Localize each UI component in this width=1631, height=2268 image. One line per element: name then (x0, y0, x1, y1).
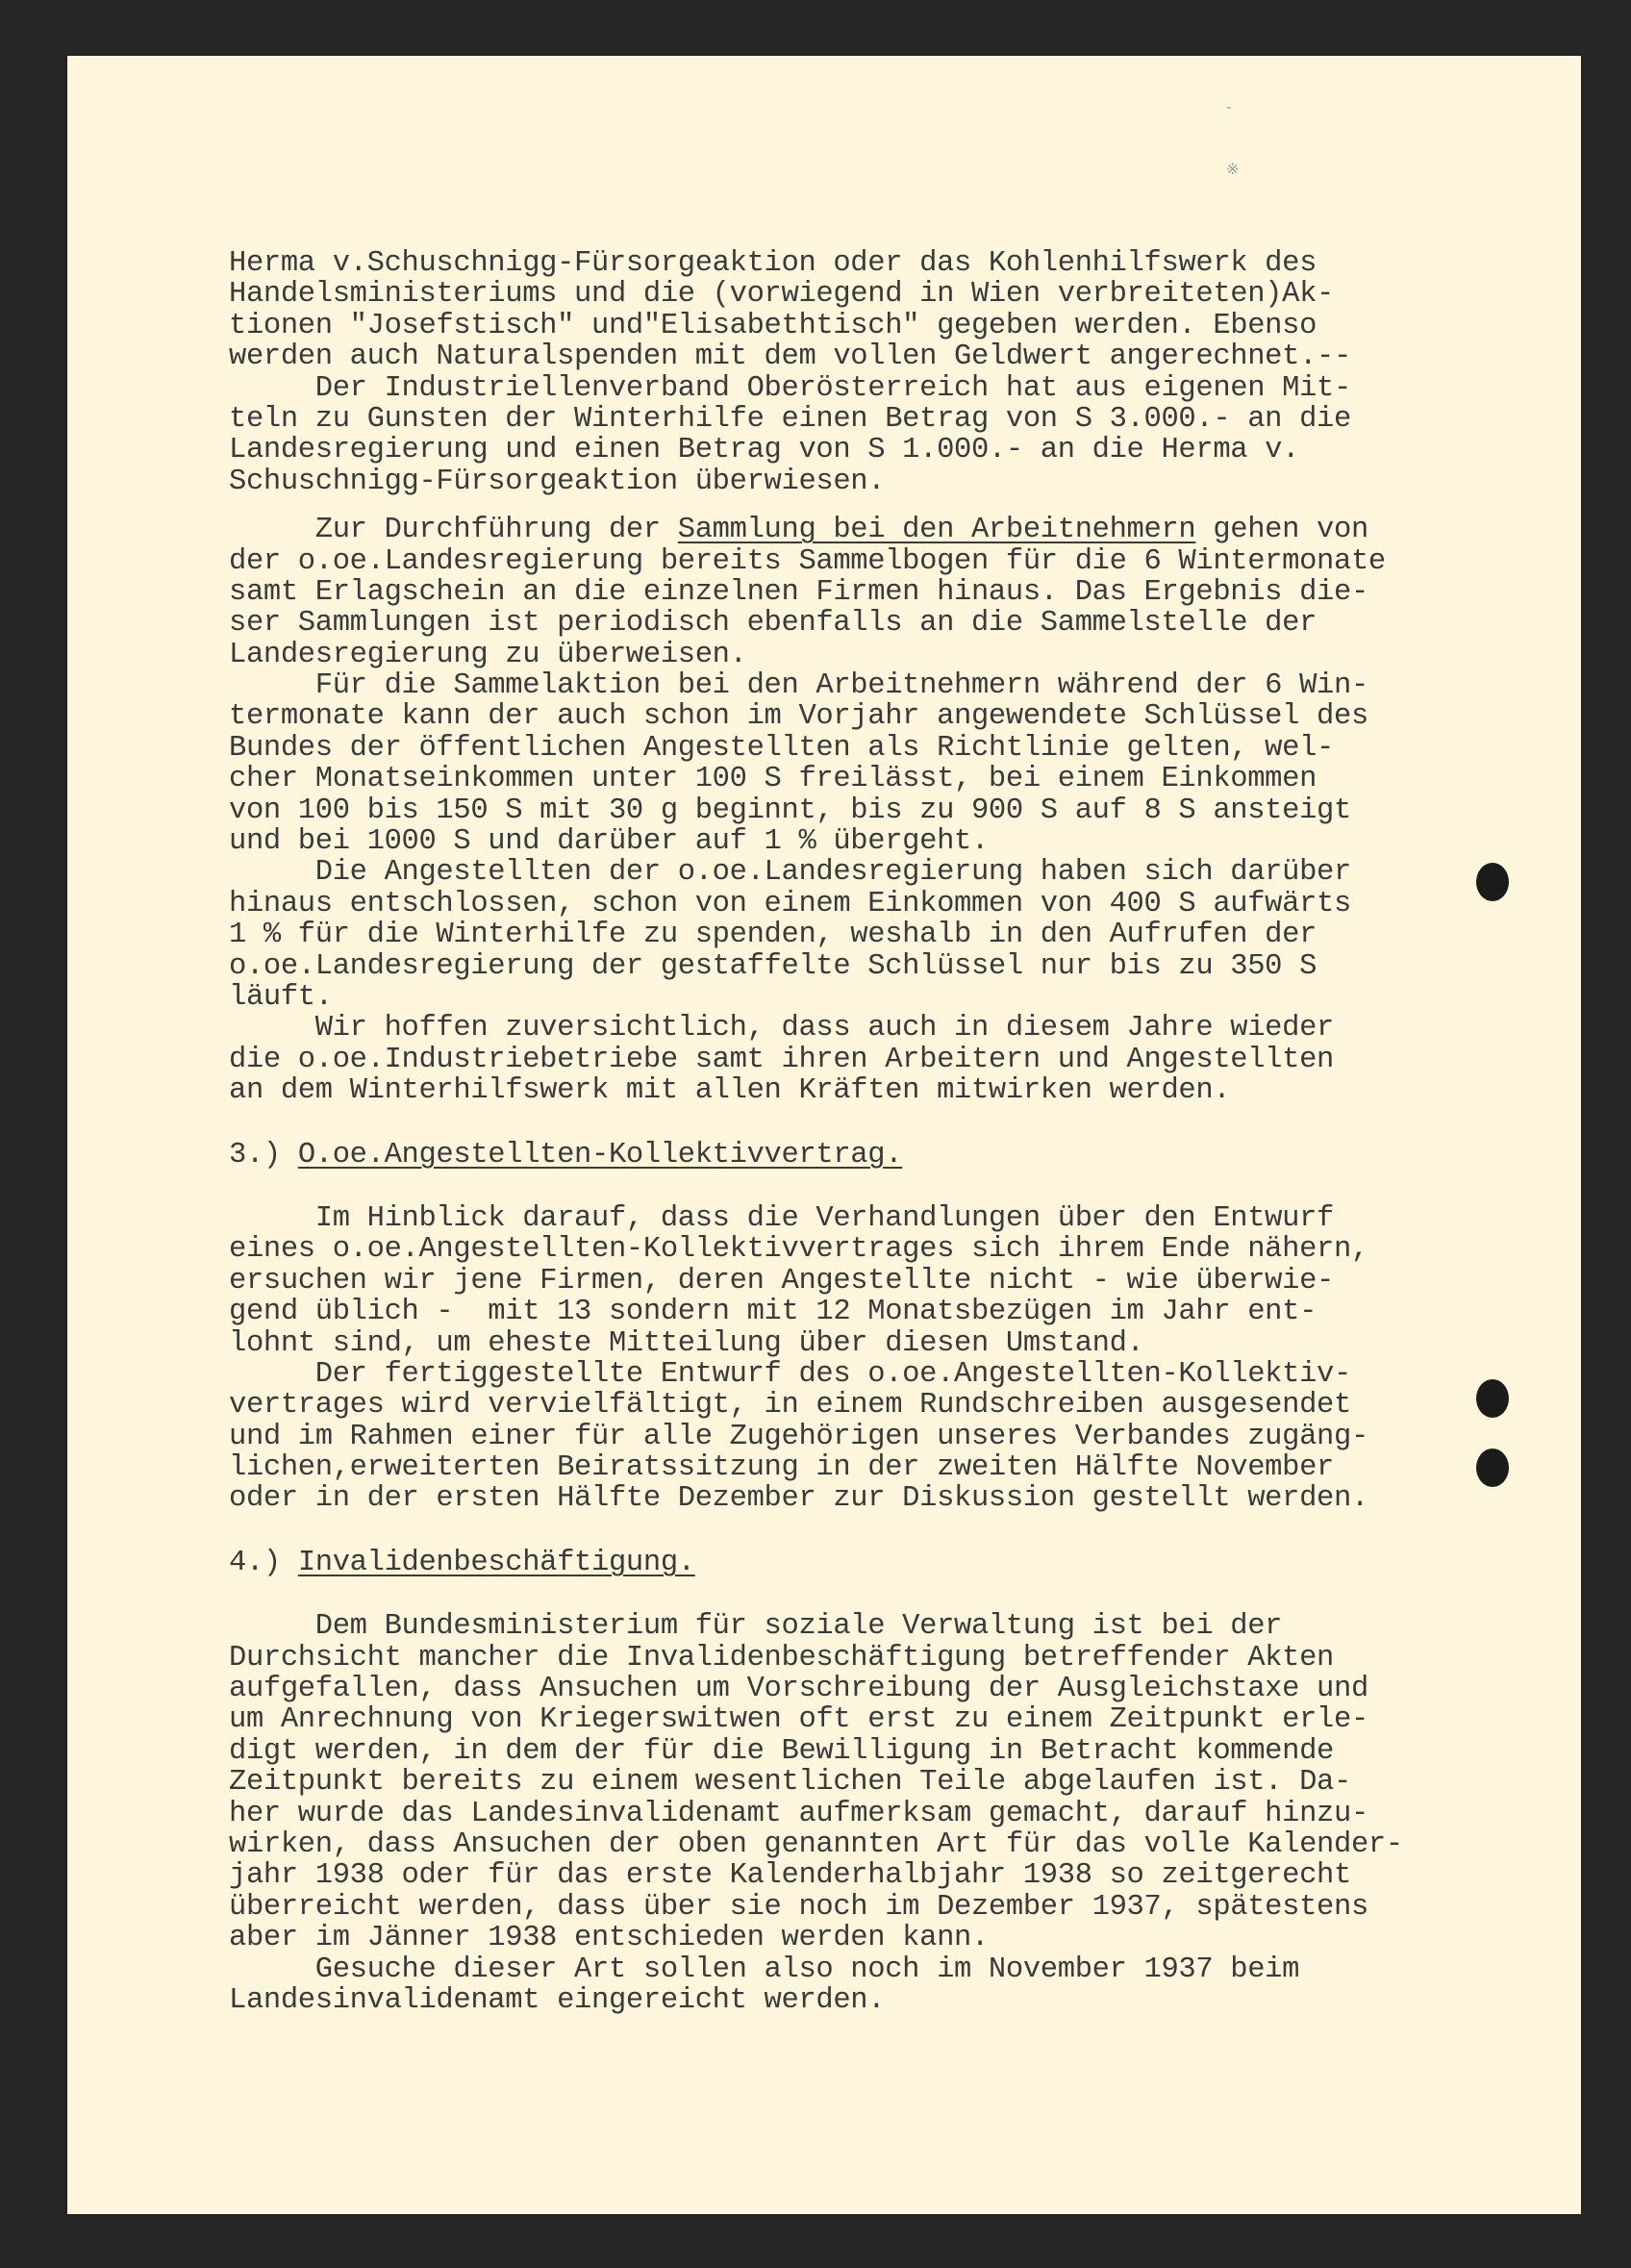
text-line: aufgefallen, dass Ansuchen um Vorschreibung der Ausgleichstaxe und (229, 1673, 1368, 1706)
text-line: wirken, dass Ansuchen der oben genannten Art für das volle Kalender- (229, 1827, 1403, 1861)
text-line: Im Hinblick darauf, dass die Verhandlungen über den Entwurf (229, 1201, 1334, 1235)
text-line: vertrages wird vervielfältigt, in einem Rundschreiben ausgesendet (229, 1389, 1351, 1423)
section-title: O.oe.Angestellten-Kollektivvertrag. (297, 1138, 903, 1172)
text-line: lichen,erweiterten Beiratssitzung in der zweiten Hälfte November (229, 1451, 1334, 1485)
text-line: um Anrechnung von Kriegerswitwen oft erst zu einem Zeitpunkt erle- (229, 1703, 1368, 1737)
text-line: jahr 1938 oder für das erste Kalenderhalbjahr 1938 so zeitgerecht (229, 1859, 1351, 1893)
text-line: termonate kann der auch schon im Vorjahr angewendete Schlüssel des (229, 700, 1368, 734)
page-mark: ※ (1226, 162, 1240, 179)
text-line: Bundes der öffentlichen Angestellten als Richtlinie gelten, wel- (229, 731, 1334, 765)
text-line: und im Rahmen einer für alle Zugehörigen unseres Verbandes zugäng- (229, 1420, 1368, 1453)
underlined-phrase: Sammlung bei den Arbeitnehmern (677, 514, 1196, 547)
text-line: Der fertiggestellte Entwurf des o.oe.Angestellten-Kollektiv- (229, 1357, 1351, 1391)
text-line: cher Monatseinkommen unter 100 S freilässt, bei einem Einkommen (229, 763, 1317, 796)
text-line: die o.oe.Industriebetriebe samt ihren Arbeitern und Angestellten (229, 1043, 1334, 1076)
section-number: 4.) (229, 1546, 298, 1579)
text-line: der o.oe.Landesregierung bereits Sammelbogen für die 6 Wintermonate (229, 544, 1386, 578)
text-line: von 100 bis 150 S mit 30 g beginnt, bis zu 900 S auf 8 S ansteigt (229, 794, 1351, 827)
text-line: lohnt sind, um eheste Mitteilung über diesen Umstand. (229, 1326, 1144, 1360)
text-line: ersuchen wir jene Firmen, deren Angestellte nicht - wie überwie- (229, 1264, 1334, 1298)
text-line: aber im Jänner 1938 entschieden werden kann. (229, 1922, 989, 1955)
text-line: gend üblich - mit 13 sondern mit 12 Monatsbezügen im Jahr ent- (229, 1296, 1317, 1329)
text-line: Der Industriellenverband Oberösterreich hat aus eigenen Mit- (229, 371, 1351, 405)
text-line: Handelsministeriums und die (vorwiegend in Wien verbreiteten)Ak- (229, 278, 1334, 312)
text-line: an dem Winterhilfswerk mit allen Kräften mitwirken werden. (229, 1074, 1231, 1108)
text-line: ser Sammlungen ist periodisch ebenfalls an die Sammelstelle der (229, 607, 1317, 641)
text-line: Die Angestellten der o.oe.Landesregierung haben sich darüber (229, 856, 1351, 890)
text-line: eines o.oe.Angestellten-Kollektivvertrages sich ihrem Ende nähern, (229, 1233, 1368, 1267)
section-3 (229, 1140, 1537, 1515)
text-line: tionen "Josefstisch" und"Elisabethtisch" gegeben werden. Ebenso (229, 309, 1317, 342)
stray-mark: - (1224, 99, 1234, 116)
section-number: 3.) (229, 1138, 298, 1172)
text-line: Landesregierung und einen Betrag von S 1.000.- an die Herma v. (229, 434, 1300, 467)
text-line: werden auch Naturalspenden mit dem vollen Geldwert angerechnet.-- (229, 340, 1351, 374)
text-line: Landesinvalidenamt eingereicht werden. (229, 1983, 886, 2017)
intro-paragraph (229, 248, 1537, 497)
text-line: Für die Sammelaktion bei den Arbeitnehmern während der 6 Win- (229, 669, 1368, 703)
section-title: Invalidenbeschäftigung. (297, 1546, 695, 1579)
collection-paragraph (229, 515, 1537, 1106)
text-line: digt werden, in dem der für die Bewilligung in Betracht kommende (229, 1734, 1334, 1768)
text-line: läuft. (229, 980, 333, 1014)
text-line: Zeitpunkt bereits zu einem wesentlichen Teile abgelaufen ist. Da- (229, 1766, 1351, 1800)
text-line: hinaus entschlossen, schon von einem Einkommen von 400 S aufwärts (229, 887, 1351, 920)
section-4 (229, 1548, 1537, 2016)
text-line: Durchsicht mancher die Invalidenbeschäftigung betreffender Akten (229, 1641, 1334, 1675)
text-line: teln zu Gunsten der Winterhilfe einen Betrag von S 3.000.- an die (229, 402, 1351, 436)
text-line: o.oe.Landesregierung der gestaffelte Schlüssel nur bis zu 350 S (229, 949, 1317, 983)
text-line: 1 % für die Winterhilfe zu spenden, weshalb in den Aufrufen der (229, 919, 1317, 952)
text-line: Herma v.Schuschnigg-Fürsorgeaktion oder das Kohlenhilfswerk des (229, 247, 1317, 280)
text-line: her wurde das Landesinvalidenamt aufmerksam gemacht, darauf hinzu- (229, 1797, 1368, 1830)
text-line: Dem Bundesministerium für soziale Verwaltung ist bei der (229, 1610, 1283, 1644)
text-line: Wir hoffen zuversichtlich, dass auch in diesem Jahre wieder (229, 1012, 1334, 1046)
text-line: Gesuche dieser Art sollen also noch im November 1937 beim (229, 1953, 1300, 1986)
text-line: und bei 1000 S und darüber auf 1 % übergeht. (229, 825, 989, 859)
text-line: Schuschnigg-Fürsorgeaktion überwiesen. (229, 465, 886, 498)
section-heading (229, 1548, 1537, 1578)
text-line: oder in der ersten Hälfte Dezember zur Diskussion gestellt werden. (229, 1482, 1368, 1516)
text-line: Landesregierung zu überweisen. (229, 638, 747, 671)
text-line: samt Erlagschein an die einzelnen Firmen hinaus. Das Ergebnis die- (229, 575, 1368, 609)
section-heading (229, 1140, 1537, 1171)
document-body (229, 248, 1537, 2016)
text-line: Zur Durchführung der Sammlung bei den Arbeitnehmern gehen von (229, 514, 1368, 547)
text-line: überreicht werden, dass über sie noch im Dezember 1937, spätestens (229, 1890, 1368, 1924)
